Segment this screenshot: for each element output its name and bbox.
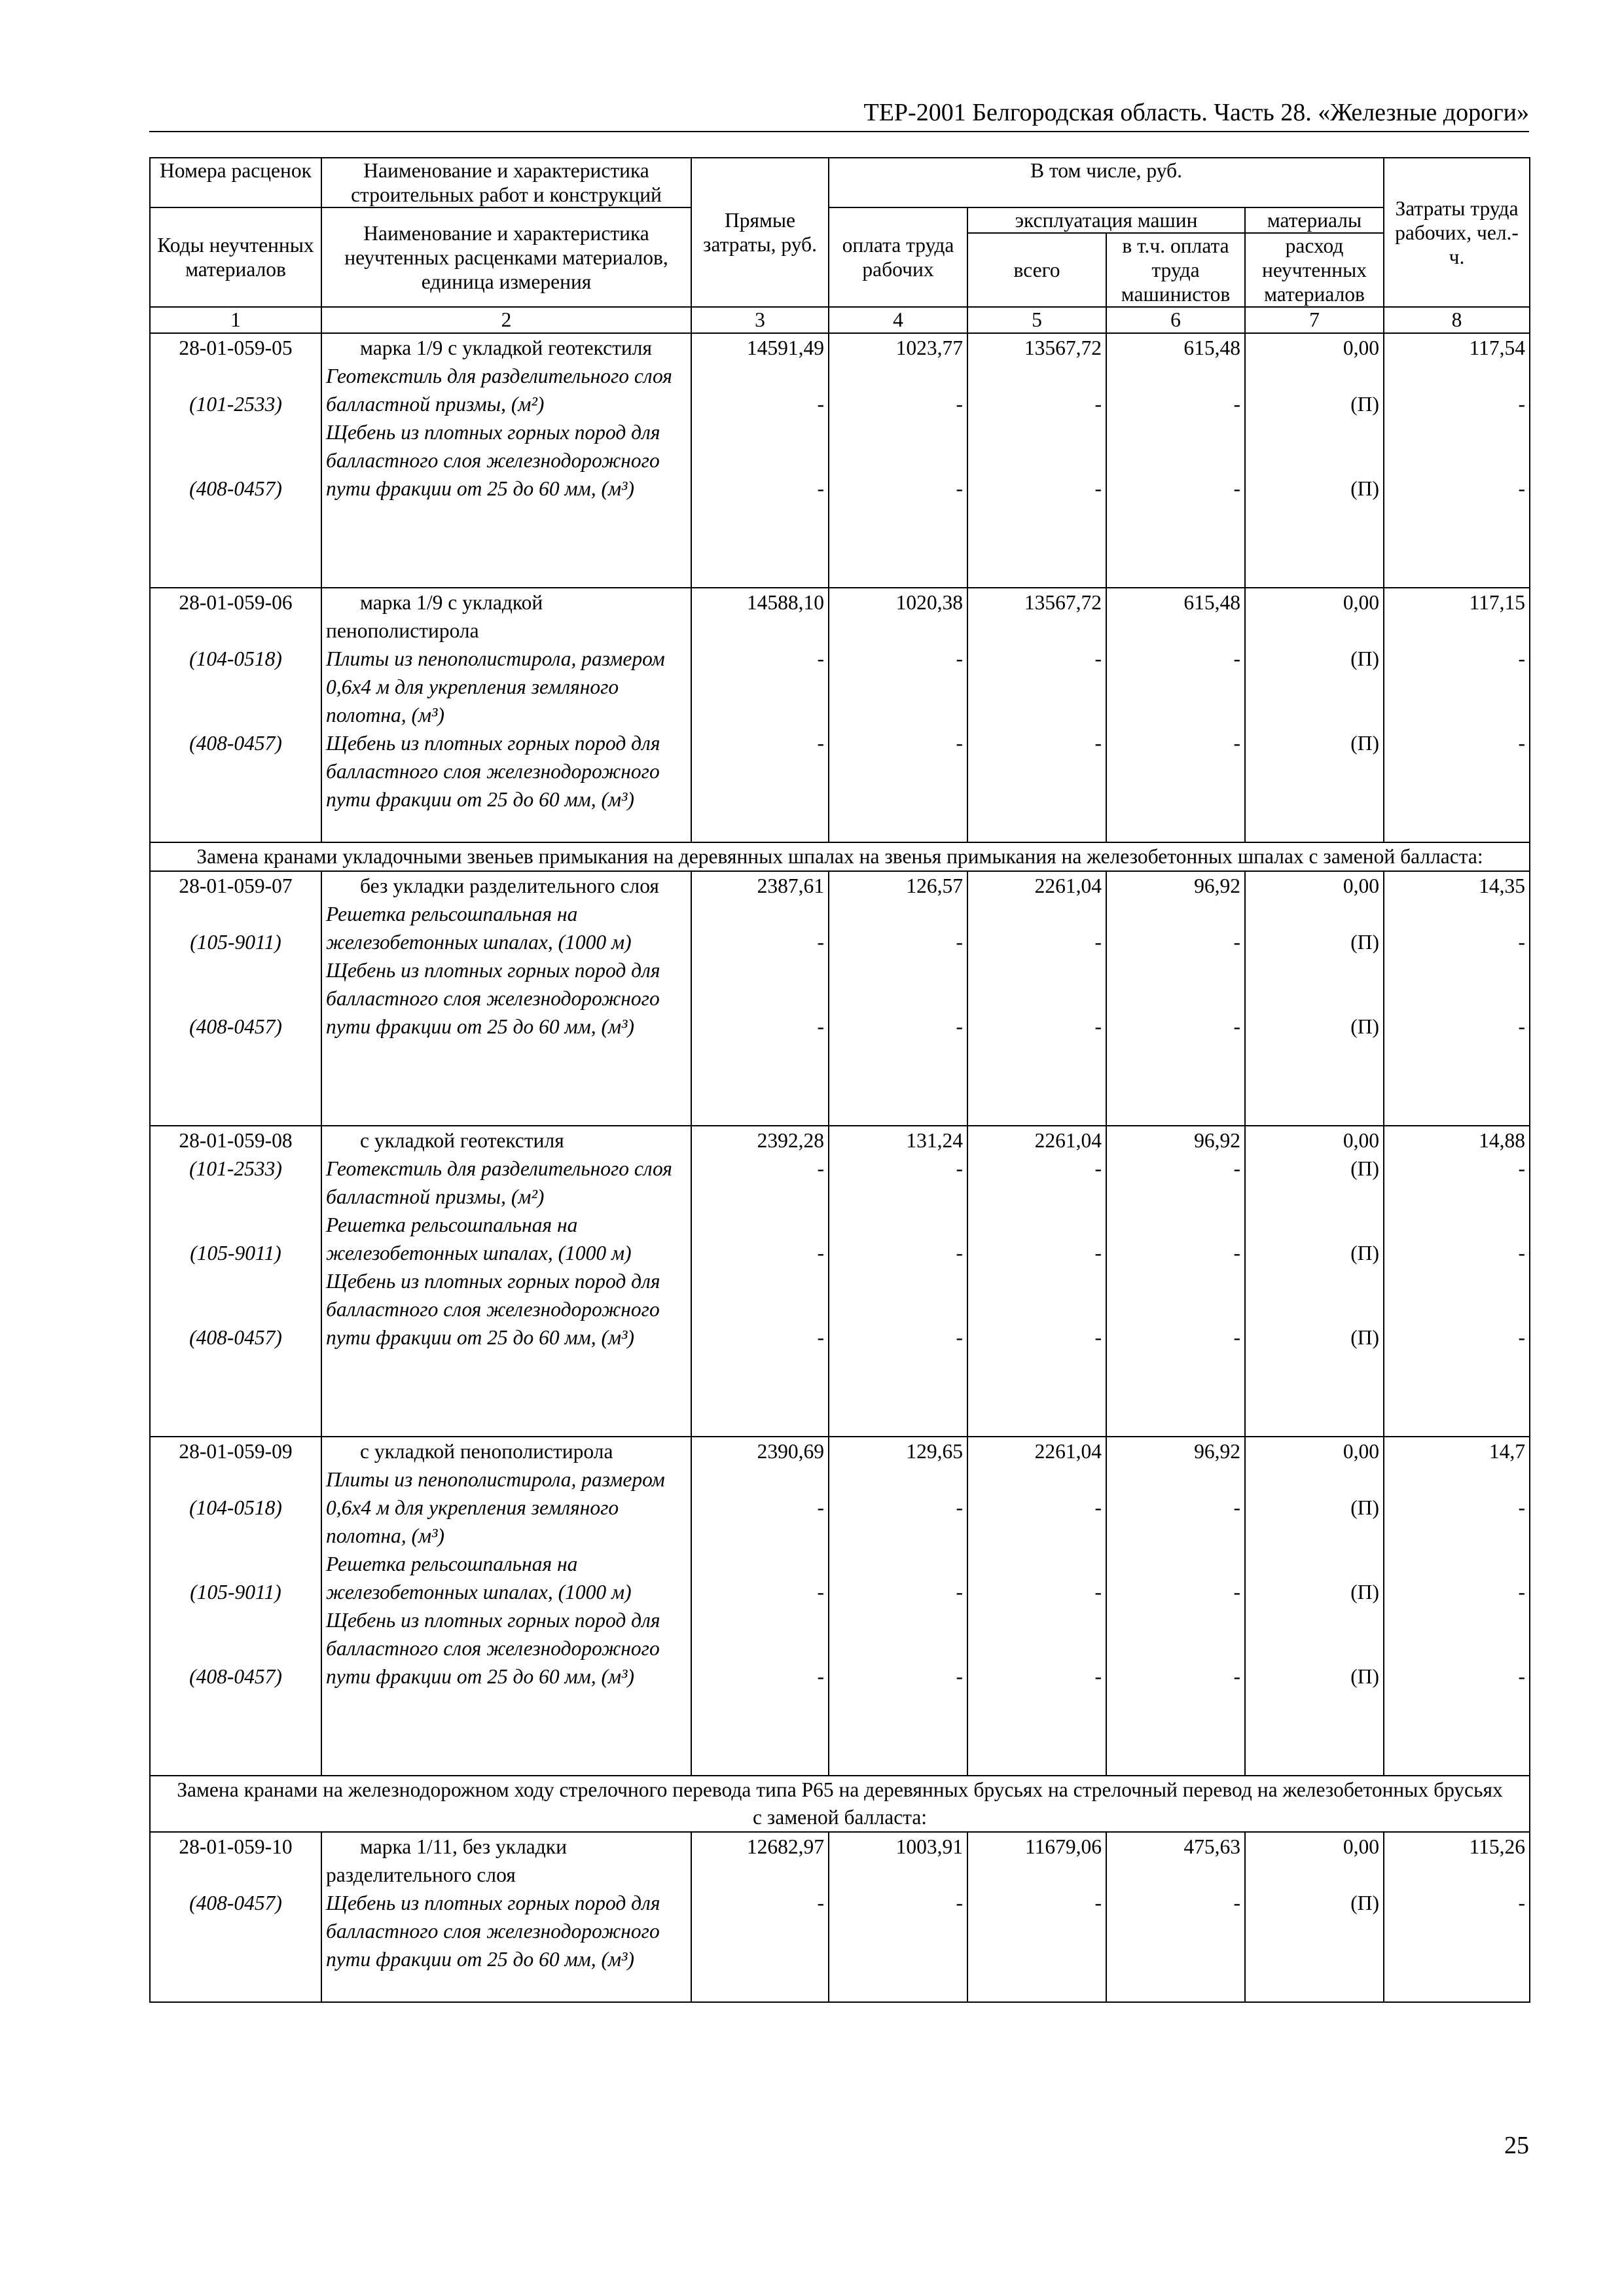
machines-total-cell [967, 1126, 1106, 1437]
machines-total: 13567,72 [1024, 591, 1102, 614]
column-number: 8 [1384, 307, 1530, 333]
direct-costs-cell [691, 1126, 829, 1437]
material-machines-total: - [1094, 1242, 1102, 1265]
material-machinist-pay: - [1233, 732, 1240, 755]
material-materials-value: (П) [1350, 1326, 1380, 1349]
material-materials-value: (П) [1350, 1157, 1380, 1180]
spacer [972, 1465, 1102, 1494]
spacer [152, 617, 319, 645]
material-direct-costs: - [817, 1326, 824, 1349]
material-direct-costs: - [817, 1242, 824, 1265]
spacer [1388, 1861, 1525, 1889]
material-machines-total: - [1094, 1015, 1102, 1038]
material-machinist-pay: - [1233, 1581, 1240, 1604]
spacer [1388, 362, 1525, 390]
material-labor-hours: - [1518, 1157, 1526, 1180]
material-machines-total: - [1094, 1157, 1102, 1180]
material-worker-pay: - [956, 1157, 963, 1180]
spacer [833, 362, 963, 390]
spacer [833, 1861, 963, 1889]
spacer [1388, 1465, 1525, 1494]
rate-name-cell [321, 588, 691, 842]
material-materials-value: (П) [1350, 647, 1380, 670]
column-number: 7 [1245, 307, 1384, 333]
machinist-pay-cell [1106, 871, 1245, 1126]
material-materials-value: (П) [1350, 477, 1380, 500]
material-direct-costs: - [817, 1015, 824, 1038]
worker-pay-cell [829, 1126, 967, 1437]
labor-hours: 117,15 [1469, 591, 1526, 614]
page-number: 25 [1504, 2132, 1529, 2159]
column-number: 5 [967, 307, 1106, 333]
spacer [1250, 362, 1379, 390]
spacer [1388, 900, 1525, 928]
spacer [1250, 1465, 1379, 1494]
machinist-pay-cell [1106, 1126, 1245, 1437]
rate-code: 28-01-059-06 [179, 591, 293, 614]
rate-code: 28-01-059-07 [179, 874, 293, 897]
header-rate-numbers: Номера расценок [150, 158, 321, 207]
labor-hours: 115,26 [1469, 1835, 1526, 1858]
material-machines-total: - [1094, 647, 1102, 670]
header-material-name: Наименование и характеристика неучтенных расценками материалов, единица измерения [321, 207, 691, 307]
material-name: Щебень из плотных горных пород для балластного слоя железнодорожного пути фракции от 25 до 60 мм, (м³) [326, 732, 660, 811]
rate-name-cell [321, 871, 691, 1126]
machinist-pay: 96,92 [1194, 874, 1240, 897]
column-number: 2 [321, 307, 691, 333]
spacer [1111, 362, 1240, 390]
material-worker-pay: - [956, 1242, 963, 1265]
spacer [1250, 1861, 1379, 1889]
material-worker-pay: - [956, 1665, 963, 1688]
machinist-pay: 475,63 [1183, 1835, 1240, 1858]
rates-table [149, 157, 1530, 2003]
material-direct-costs: - [817, 732, 824, 755]
material-code: (408-0457) [189, 732, 282, 755]
machines-total-cell [967, 871, 1106, 1126]
column-number: 6 [1106, 307, 1245, 333]
rate-code: 28-01-059-05 [179, 336, 293, 359]
machines-total-cell [967, 588, 1106, 842]
labor-hours-cell [1384, 1437, 1530, 1776]
material-materials-value: (П) [1350, 931, 1380, 954]
spacer [1388, 617, 1525, 645]
worker-pay-cell [829, 588, 967, 842]
material-code: (105-9011) [190, 931, 281, 954]
column-number: 3 [691, 307, 829, 333]
material-machinist-pay: - [1233, 1496, 1240, 1519]
spacer [696, 362, 824, 390]
machinist-pay-cell [1106, 333, 1245, 588]
spacer [152, 1465, 319, 1494]
machinist-pay-cell [1106, 1437, 1245, 1776]
material-labor-hours: - [1518, 1326, 1526, 1349]
machines-total: 2261,04 [1034, 1129, 1102, 1152]
materials-value-cell [1245, 871, 1384, 1126]
spacer [1250, 617, 1379, 645]
material-machines-total: - [1094, 393, 1102, 416]
worker-pay: 131,24 [906, 1129, 963, 1152]
spacer [833, 617, 963, 645]
spacer [1111, 900, 1240, 928]
material-materials-value: (П) [1350, 1665, 1380, 1688]
material-machinist-pay: - [1233, 477, 1240, 500]
section-heading: Замена кранами на железнодорожном ходу стрелочного перевода типа Р65 на деревянных брусьях на стрелочный перевод на железобетонных брусьях с заменой балласта: [150, 1776, 1530, 1832]
materials-value: 0,00 [1343, 1440, 1380, 1463]
material-machines-total: - [1094, 477, 1102, 500]
material-worker-pay: - [956, 1892, 963, 1914]
rate-row [150, 1126, 1530, 1437]
materials-value-cell [1245, 588, 1384, 842]
spacer [696, 617, 824, 645]
rate-code-cell [150, 333, 321, 588]
machinist-pay-cell [1106, 588, 1245, 842]
material-worker-pay: - [956, 477, 963, 500]
header-machine-operation: эксплуатация машин [967, 207, 1245, 233]
labor-hours: 117,54 [1469, 336, 1526, 359]
labor-hours: 14,35 [1479, 874, 1526, 897]
worker-pay-cell [829, 871, 967, 1126]
material-machines-total: - [1094, 1665, 1102, 1688]
worker-pay: 129,65 [906, 1440, 963, 1463]
direct-costs-cell [691, 1832, 829, 2002]
rate-name-cell [321, 1126, 691, 1437]
material-direct-costs: - [817, 1892, 824, 1914]
machines-total: 11679,06 [1025, 1835, 1102, 1858]
material-code: (408-0457) [189, 1665, 282, 1688]
material-direct-costs: - [817, 1496, 824, 1519]
section-heading-row [150, 1776, 1530, 1832]
material-name: Решетка рельсошпальная на железобетонных шпалах, (1000 м) [326, 1552, 632, 1604]
spacer [1111, 617, 1240, 645]
material-machines-total: - [1094, 931, 1102, 954]
material-machines-total: - [1094, 1326, 1102, 1349]
material-labor-hours: - [1518, 477, 1526, 500]
rate-code-cell [150, 588, 321, 842]
materials-value-cell [1245, 1437, 1384, 1776]
spacer [152, 900, 319, 928]
material-direct-costs: - [817, 1581, 824, 1604]
material-code: (408-0457) [189, 1892, 282, 1914]
spacer [696, 900, 824, 928]
rate-code: 28-01-059-08 [179, 1129, 293, 1152]
spacer [696, 1465, 824, 1494]
spacer [1111, 1465, 1240, 1494]
material-worker-pay: - [956, 1015, 963, 1038]
machines-total: 13567,72 [1024, 336, 1102, 359]
rate-name: с укладкой геотекстиля [360, 1129, 564, 1152]
material-materials-value: (П) [1350, 1242, 1380, 1265]
material-machinist-pay: - [1233, 1242, 1240, 1265]
materials-value: 0,00 [1343, 1835, 1380, 1858]
worker-pay-cell [829, 1832, 967, 2002]
rate-code-cell [150, 1832, 321, 2002]
spacer [833, 1465, 963, 1494]
rate-name-cell [321, 1832, 691, 2002]
header-work-name: Наименование и характеристика строительных работ и конструкций [321, 158, 691, 207]
materials-value: 0,00 [1343, 874, 1380, 897]
direct-costs: 14591,49 [746, 336, 824, 359]
material-labor-hours: - [1518, 1015, 1526, 1038]
spacer [833, 900, 963, 928]
material-code: (408-0457) [189, 1326, 282, 1349]
material-labor-hours: - [1518, 1496, 1526, 1519]
material-name: Плиты из пенополистирола, размером 0,6х4 м для укрепления земляного полотна, (м³) [326, 1468, 665, 1547]
materials-value-cell [1245, 1126, 1384, 1437]
spacer [972, 1861, 1102, 1889]
column-numbers-row [150, 307, 1530, 333]
machines-total-cell [967, 1437, 1106, 1776]
section-heading-row [150, 842, 1530, 871]
material-materials-value: (П) [1350, 1496, 1380, 1519]
rate-name-cell [321, 333, 691, 588]
worker-pay: 1023,77 [895, 336, 963, 359]
header-material-codes: Коды неучтенных материалов [150, 207, 321, 307]
machinist-pay: 96,92 [1194, 1440, 1240, 1463]
direct-costs-cell [691, 871, 829, 1126]
rate-code-cell [150, 871, 321, 1126]
material-name: Щебень из плотных горных пород для балластного слоя железнодорожного пути фракции от 25 до 60 мм, (м³) [326, 1609, 660, 1688]
material-worker-pay: - [956, 1496, 963, 1519]
rate-name: с укладкой пенополистирола [360, 1440, 613, 1463]
labor-hours-cell [1384, 1126, 1530, 1437]
rate-row [150, 871, 1530, 1126]
material-machinist-pay: - [1233, 393, 1240, 416]
material-code: (408-0457) [189, 1015, 282, 1038]
material-labor-hours: - [1518, 1242, 1526, 1265]
rate-name: марка 1/9 с укладкой геотекстиля [360, 336, 652, 359]
header-unaccounted-materials: расход неучтенных материалов [1245, 233, 1384, 307]
material-code: (105-9011) [190, 1581, 281, 1604]
material-machines-total: - [1094, 1892, 1102, 1914]
rate-row [150, 588, 1530, 842]
document-title: ТЕР-2001 Белгородская область. Часть 28. «Железные дороги» [863, 99, 1529, 126]
labor-hours-cell [1384, 871, 1530, 1126]
header-machinist-pay: в т.ч. оплата труда машинистов [1106, 233, 1245, 307]
material-labor-hours: - [1518, 1581, 1526, 1604]
material-machinist-pay: - [1233, 931, 1240, 954]
header-machines-total: всего [967, 233, 1106, 307]
material-name: Геотекстиль для разделительного слоя балластной призмы, (м²) [326, 365, 672, 416]
header-direct-costs: Прямые затраты, руб. [691, 158, 829, 307]
header-materials: материалы [1245, 207, 1384, 233]
section-heading: Замена кранами укладочными звеньев примыкания на деревянных шпалах на звенья примыкания на железобетонных шпалах с заменой балласта: [150, 842, 1530, 871]
material-direct-costs: - [817, 647, 824, 670]
header-worker-pay: оплата труда рабочих [829, 207, 967, 307]
material-machinist-pay: - [1233, 1665, 1240, 1688]
spacer [696, 1861, 824, 1889]
rate-row [150, 1437, 1530, 1776]
table-header [150, 158, 1530, 333]
worker-pay: 126,57 [906, 874, 963, 897]
machines-total-cell [967, 333, 1106, 588]
material-labor-hours: - [1518, 1892, 1526, 1914]
material-name: Щебень из плотных горных пород для балластного слоя железнодорожного пути фракции от 25 до 60 мм, (м³) [326, 1270, 660, 1349]
material-materials-value: (П) [1350, 1892, 1380, 1914]
spacer [1250, 900, 1379, 928]
material-labor-hours: - [1518, 732, 1526, 755]
rate-name-cell [321, 1437, 691, 1776]
materials-value: 0,00 [1343, 336, 1380, 359]
table-body [150, 333, 1530, 2002]
header-including-group: В том числе, руб. [829, 158, 1384, 207]
material-name: Щебень из плотных горных пород для балластного слоя железнодорожного пути фракции от 25 до 60 мм, (м³) [326, 959, 660, 1038]
header-labor-hours: Затраты труда рабочих, чел.-ч. [1384, 158, 1530, 307]
direct-costs: 2392,28 [757, 1129, 824, 1152]
labor-hours-cell [1384, 333, 1530, 588]
material-machines-total: - [1094, 1581, 1102, 1604]
labor-hours-cell [1384, 588, 1530, 842]
material-direct-costs: - [817, 393, 824, 416]
spacer [972, 362, 1102, 390]
direct-costs: 12682,97 [746, 1835, 824, 1858]
rate-code-cell [150, 1437, 321, 1776]
material-materials-value: (П) [1350, 1015, 1380, 1038]
rate-code: 28-01-059-10 [179, 1835, 293, 1858]
worker-pay-cell [829, 1437, 967, 1776]
spacer [152, 1861, 319, 1889]
direct-costs-cell [691, 333, 829, 588]
direct-costs-cell [691, 1437, 829, 1776]
material-machinist-pay: - [1233, 1015, 1240, 1038]
material-labor-hours: - [1518, 1665, 1526, 1688]
material-labor-hours: - [1518, 393, 1526, 416]
material-name: Геотекстиль для разделительного слоя балластной призмы, (м²) [326, 1157, 672, 1208]
page-header [149, 97, 1529, 132]
material-code: (101-2533) [189, 1157, 282, 1180]
rate-row [150, 1832, 1530, 2002]
machines-total: 2261,04 [1034, 1440, 1102, 1463]
machinist-pay: 615,48 [1183, 591, 1240, 614]
rate-name: марка 1/11, без укладки разделительного слоя [326, 1835, 567, 1886]
material-machines-total: - [1094, 1496, 1102, 1519]
material-worker-pay: - [956, 647, 963, 670]
material-materials-value: (П) [1350, 393, 1380, 416]
spacer [972, 617, 1102, 645]
materials-value: 0,00 [1343, 591, 1380, 614]
machines-total: 2261,04 [1034, 874, 1102, 897]
material-name: Решетка рельсошпальная на железобетонных шпалах, (1000 м) [326, 1213, 632, 1265]
labor-hours-cell [1384, 1832, 1530, 2002]
material-worker-pay: - [956, 732, 963, 755]
material-direct-costs: - [817, 931, 824, 954]
labor-hours: 14,88 [1479, 1129, 1526, 1152]
worker-pay-cell [829, 333, 967, 588]
material-name: Плиты из пенополистирола, размером 0,6х4 м для укрепления земляного полотна, (м³) [326, 647, 665, 726]
direct-costs: 2390,69 [757, 1440, 824, 1463]
materials-value: 0,00 [1343, 1129, 1380, 1152]
column-number: 1 [150, 307, 321, 333]
material-direct-costs: - [817, 477, 824, 500]
direct-costs-cell [691, 588, 829, 842]
material-code: (104-0518) [189, 1496, 282, 1519]
rate-code-cell [150, 1126, 321, 1437]
rate-row [150, 333, 1530, 588]
machinist-pay: 96,92 [1194, 1129, 1240, 1152]
machines-total-cell [967, 1832, 1106, 2002]
spacer [972, 900, 1102, 928]
material-name: Решетка рельсошпальная на железобетонных шпалах, (1000 м) [326, 903, 632, 954]
material-machinist-pay: - [1233, 1157, 1240, 1180]
material-worker-pay: - [956, 1326, 963, 1349]
material-machinist-pay: - [1233, 1326, 1240, 1349]
material-worker-pay: - [956, 931, 963, 954]
material-direct-costs: - [817, 1665, 824, 1688]
material-machinist-pay: - [1233, 647, 1240, 670]
material-machinist-pay: - [1233, 1892, 1240, 1914]
material-labor-hours: - [1518, 647, 1526, 670]
worker-pay: 1020,38 [895, 591, 963, 614]
material-code: (408-0457) [189, 477, 282, 500]
material-direct-costs: - [817, 1157, 824, 1180]
labor-hours: 14,7 [1489, 1440, 1526, 1463]
material-labor-hours: - [1518, 931, 1526, 954]
material-code: (101-2533) [189, 393, 282, 416]
machinist-pay: 615,48 [1183, 336, 1240, 359]
material-materials-value: (П) [1350, 1581, 1380, 1604]
direct-costs: 2387,61 [757, 874, 824, 897]
material-name: Щебень из плотных горных пород для балластного слоя железнодорожного пути фракции от 25 до 60 мм, (м³) [326, 1892, 660, 1971]
machinist-pay-cell [1106, 1832, 1245, 2002]
material-worker-pay: - [956, 393, 963, 416]
material-machines-total: - [1094, 732, 1102, 755]
spacer [152, 362, 319, 390]
materials-value-cell [1245, 1832, 1384, 2002]
materials-value-cell [1245, 333, 1384, 588]
direct-costs: 14588,10 [746, 591, 824, 614]
worker-pay: 1003,91 [895, 1835, 963, 1858]
column-number: 4 [829, 307, 967, 333]
rate-name: марка 1/9 с укладкой пенополистирола [326, 591, 543, 642]
material-materials-value: (П) [1350, 732, 1380, 755]
material-code: (105-9011) [190, 1242, 281, 1265]
spacer [1111, 1861, 1240, 1889]
rate-code: 28-01-059-09 [179, 1440, 293, 1463]
material-worker-pay: - [956, 1581, 963, 1604]
material-name: Щебень из плотных горных пород для балластного слоя железнодорожного пути фракции от 25 до 60 мм, (м³) [326, 421, 660, 500]
material-code: (104-0518) [189, 647, 282, 670]
rate-name: без укладки разделительного слоя [360, 874, 659, 897]
